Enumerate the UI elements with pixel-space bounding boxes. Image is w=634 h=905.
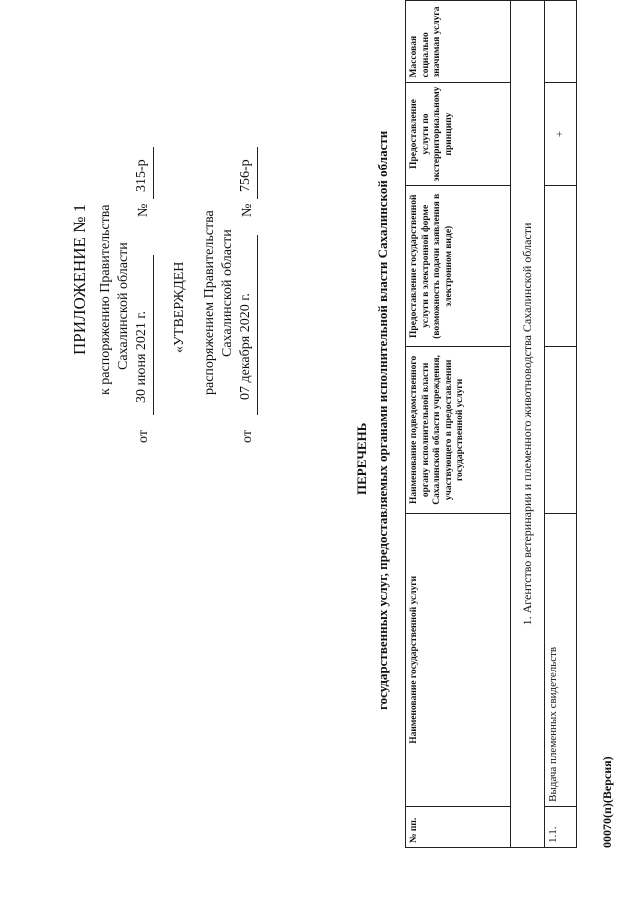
appendix-from-label: от xyxy=(136,430,151,443)
header-extraterritorial: Предоставление услуги по экстерриториальному принципу xyxy=(406,82,511,186)
row-service-name: Выдача племенных свидетельств xyxy=(545,513,577,806)
section-title: 1. Агентство ветеринарии и племенного животноводства Сахалинской области xyxy=(511,1,545,848)
row-institution xyxy=(545,347,577,514)
row-mass-service xyxy=(545,1,577,83)
approved-number: 756-р xyxy=(238,159,253,192)
approved-date: 07 декабря 2020 г. xyxy=(238,293,253,400)
appendix-number: 315-р xyxy=(134,159,149,192)
appendix-title: ПРИЛОЖЕНИЕ № 1 xyxy=(70,203,89,355)
header-electronic: Предоставление государственной услуги в электронной форме (возможность подачи заявления в электронном виде) xyxy=(406,186,511,347)
appendix-line1: к распоряжению Правительства xyxy=(98,204,113,395)
row-electronic xyxy=(545,186,577,347)
approved-date-underline xyxy=(257,235,258,415)
appendix-line2: Сахалинской области xyxy=(116,242,131,370)
table-row xyxy=(545,1,577,848)
list-subtitle: государственных услуг, предоставляемых органами исполнительной власти Сахалинской области xyxy=(375,130,390,710)
header-service-name: Наименование государственной услуги xyxy=(406,513,511,806)
appendix-date-underline xyxy=(153,255,154,415)
document-footer-code: 00070(п)(Версия) xyxy=(600,756,614,848)
row-number: 1.1. xyxy=(545,806,577,847)
header-number: № пп. xyxy=(406,806,511,847)
approved-number-underline xyxy=(257,147,258,199)
approved-from-label: от xyxy=(240,430,255,443)
row-extraterritorial: + xyxy=(545,82,577,186)
header-institution: Наименование подведомственного органу исполнительной власти Сахалинской области учреждения, участвующего в предоставлении государственной услуги xyxy=(406,347,511,514)
appendix-date: 30 июня 2021 г. xyxy=(134,310,149,403)
table-header-row xyxy=(406,1,511,848)
services-table xyxy=(405,0,577,848)
approved-title: «УТВЕРЖДЕН xyxy=(172,261,187,353)
appendix-number-label: № xyxy=(136,203,151,217)
approved-line2: Сахалинской области xyxy=(220,229,235,357)
list-title: ПЕРЕЧЕНЬ xyxy=(354,422,369,495)
header-mass-service: Массовая социально значимая услуга xyxy=(406,1,511,83)
appendix-number-underline xyxy=(153,147,154,199)
approved-line1: распоряжением Правительства xyxy=(202,210,217,395)
approved-number-label: № xyxy=(240,203,255,217)
table-section-row xyxy=(511,1,545,848)
